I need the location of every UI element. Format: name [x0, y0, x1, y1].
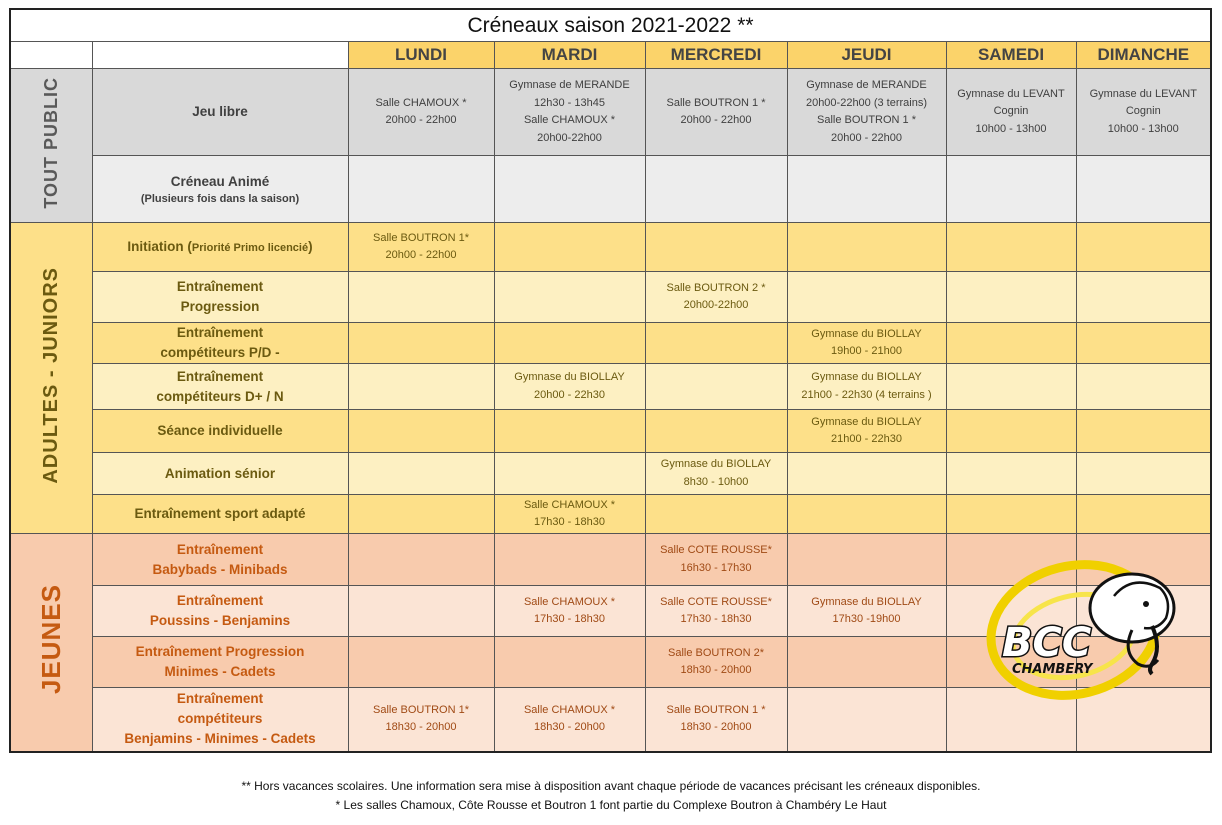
row-label-text: Entraînement [176, 691, 264, 707]
slot-lundi [348, 223, 494, 272]
slot-lundi [348, 534, 494, 586]
footer-note-holidays: ** Hors vacances scolaires. Une information sera mise à disposition avant chaque période de vacances précisant les créneaux disponibles. [241, 779, 981, 793]
logo-chambery-text: CHAMBERY [1012, 662, 1093, 677]
row-label [92, 364, 348, 410]
slot-dimanche [1076, 272, 1211, 323]
slot-line: Salle BOUTRON 2* [668, 646, 764, 659]
row-label [92, 223, 348, 272]
row-label [92, 586, 348, 637]
slot-line: 18h30 - 20h00 [385, 721, 457, 734]
row-label-text: Entraînement [176, 593, 264, 608]
slot-jeudi [787, 410, 946, 453]
row-sublabel: (Plusieurs fois dans la saison) [140, 193, 300, 205]
row-label [92, 272, 348, 323]
slot-line: Gymnase du BIOLLAY [811, 415, 922, 428]
row-label-line2: Babybads - Minibads [152, 561, 288, 577]
row-label-text: Créneau Animé [170, 174, 270, 189]
row-label [92, 534, 348, 586]
slot-line: Cognin [993, 105, 1029, 118]
table-row [10, 223, 1211, 272]
slot-line: 20h00-22h00 (3 terrains) [805, 96, 928, 109]
slot-mercredi [645, 364, 787, 410]
slot-jeudi [787, 453, 946, 495]
slot-line: Cognin [1125, 105, 1161, 118]
slot-line: 21h00 - 22h30 (4 terrains ) [801, 388, 932, 401]
slot-mardi [494, 223, 645, 272]
slot-mardi [494, 410, 645, 453]
slot-line: Salle BOUTRON 2 * [666, 281, 766, 294]
slot-samedi [946, 223, 1076, 272]
slot-line: Salle CHAMOUX * [523, 595, 616, 608]
slot-samedi [946, 272, 1076, 323]
logo-bcc-text: BCC [1002, 620, 1092, 666]
bcc-chambery-logo [982, 556, 1182, 708]
slot-lundi [348, 495, 494, 534]
slot-dimanche [1076, 323, 1211, 364]
slot-dimanche [1076, 364, 1211, 410]
slot-jeudi [787, 69, 946, 156]
slot-mardi [494, 323, 645, 364]
slot-lundi [348, 272, 494, 323]
table-row [10, 453, 1211, 495]
slot-samedi [946, 323, 1076, 364]
section-jeunes [10, 534, 92, 752]
slot-samedi [946, 69, 1076, 156]
row-label-text: Entraînement [176, 541, 264, 557]
slot-line: 20h00-22h00 [683, 299, 749, 311]
slot-line: Salle BOUTRON 1* [373, 703, 469, 716]
slot-line: Salle CHAMOUX * [523, 703, 616, 716]
slot-line: Salle CHAMOUX * [523, 498, 616, 511]
table-row [10, 69, 1211, 156]
slot-lundi [348, 586, 494, 637]
day-header-row [10, 42, 1211, 69]
slot-line: Gymnase du BIOLLAY [811, 595, 922, 608]
slot-samedi [946, 364, 1076, 410]
slot-mercredi [645, 586, 787, 637]
slot-lundi [348, 410, 494, 453]
slot-dimanche [1076, 69, 1211, 156]
row-label [92, 495, 348, 534]
slot-samedi [946, 156, 1076, 223]
slot-line: 10h00 - 13h00 [1107, 122, 1179, 135]
row-label [92, 637, 348, 688]
slot-mercredi [645, 410, 787, 453]
slot-line: 20h00 - 22h00 [831, 131, 902, 144]
slot-line: Gymnase du BIOLLAY [660, 458, 772, 470]
slot-mardi [494, 156, 645, 223]
slot-line: 16h30 - 17h30 [680, 561, 752, 574]
slot-line: 12h30 - 13h45 [534, 96, 605, 109]
row-label [92, 156, 348, 223]
page-title: Créneaux saison 2021-2022 ** [10, 9, 1211, 42]
slot-mardi [494, 453, 645, 495]
row-label-text: Séance individuelle [157, 423, 283, 438]
slot-line: Salle BOUTRON 1* [373, 231, 469, 244]
slot-jeudi [787, 323, 946, 364]
row-label-text: Initiation ( [127, 238, 192, 254]
slot-line: 20h00-22h00 [537, 131, 602, 144]
row-label [92, 410, 348, 453]
slot-lundi [348, 637, 494, 688]
slot-line: Salle COTE ROUSSE* [660, 544, 772, 556]
row-label-line2: compétiteurs P/D - [160, 345, 280, 360]
slot-line: 20h00 - 22h00 [385, 114, 457, 126]
day-header-dimanche: DIMANCHE [1076, 42, 1211, 69]
slot-mercredi [645, 223, 787, 272]
slot-line: Gymnase du BIOLLAY [811, 371, 922, 383]
row-label-line2: Progression [180, 299, 260, 314]
slot-jeudi [787, 495, 946, 534]
slot-line: 17h30 - 18h30 [534, 516, 605, 528]
slot-line: 17h30 - 18h30 [680, 613, 752, 625]
slot-mardi [494, 534, 645, 586]
row-label-line2: Minimes - Cadets [164, 664, 276, 679]
slot-samedi [946, 453, 1076, 495]
day-header-lundi: LUNDI [348, 42, 494, 69]
table-row [10, 323, 1211, 364]
slot-dimanche [1076, 223, 1211, 272]
corner-blank [10, 42, 92, 69]
slot-dimanche [1076, 410, 1211, 453]
slot-mercredi [645, 69, 787, 156]
slot-mercredi [645, 495, 787, 534]
row-label-text: Entraînement sport adapté [134, 506, 306, 521]
slot-samedi [946, 410, 1076, 453]
slot-line: 17h30 - 18h30 [534, 613, 605, 625]
slot-line: Salle COTE ROUSSE* [660, 595, 772, 608]
section-tout-public [10, 69, 92, 223]
slot-line: 17h30 -19h00 [832, 613, 901, 625]
slot-dimanche [1076, 453, 1211, 495]
slot-mercredi [645, 637, 787, 688]
slot-dimanche [1076, 156, 1211, 223]
day-header-samedi: SAMEDI [946, 42, 1076, 69]
mammoth-icon [1090, 574, 1174, 674]
slot-line: Gymnase du BIOLLAY [811, 327, 922, 340]
slot-line: Salle BOUTRON 1 * [666, 703, 766, 716]
slot-dimanche [1076, 495, 1211, 534]
slot-mardi [494, 495, 645, 534]
slot-line: 18h30 - 20h00 [680, 664, 752, 676]
row-label-text: Entraînement [176, 368, 264, 384]
section-label: TOUT PUBLIC [40, 77, 61, 209]
slot-jeudi [787, 364, 946, 410]
slot-line: 20h00 - 22h00 [385, 249, 457, 261]
table-row [10, 156, 1211, 223]
row-label-line2: Poussins - Benjamins [149, 613, 291, 628]
slot-mercredi [645, 156, 787, 223]
slot-line: Gymnase de MERANDE [806, 79, 927, 91]
slot-line: 20h00 - 22h30 [534, 388, 605, 401]
slot-lundi [348, 323, 494, 364]
slot-samedi [946, 495, 1076, 534]
slot-lundi [348, 364, 494, 410]
slot-mercredi [645, 323, 787, 364]
slot-mardi [494, 272, 645, 323]
row-label [92, 453, 348, 495]
slot-jeudi [787, 223, 946, 272]
label-blank [92, 42, 348, 69]
slot-line: Salle BOUTRON 1 * [666, 96, 766, 109]
slot-line: Gymnase de MERANDE [509, 79, 630, 91]
slot-line: Gymnase du BIOLLAY [514, 371, 625, 383]
slot-jeudi [787, 637, 946, 688]
slot-mercredi [645, 272, 787, 323]
section-label: ADULTES - JUNIORS [39, 266, 62, 484]
row-label-text: Entraînement [176, 279, 264, 294]
day-header-jeudi: JEUDI [787, 42, 946, 69]
slot-line: 10h00 - 13h00 [975, 122, 1047, 135]
slot-line: Gymnase du LEVANT [957, 87, 1065, 100]
row-label-text: Entraînement Progression [135, 644, 305, 659]
table-row [10, 495, 1211, 534]
slot-lundi [348, 156, 494, 223]
slot-line: 21h00 - 22h30 [831, 433, 902, 445]
row-label-line2: compétiteurs [177, 711, 263, 727]
slot-line: Salle BOUTRON 1 * [816, 114, 917, 126]
slot-mardi [494, 688, 645, 752]
slot-jeudi [787, 272, 946, 323]
row-label-end: ) [308, 238, 313, 254]
slot-line: 18h30 - 20h00 [534, 721, 605, 734]
slot-mercredi [645, 453, 787, 495]
slot-mercredi [645, 688, 787, 752]
slot-jeudi [787, 534, 946, 586]
table-row [10, 410, 1211, 453]
day-header-mercredi: MERCREDI [645, 42, 787, 69]
row-label [92, 688, 348, 752]
slot-line: Salle CHAMOUX * [523, 114, 616, 126]
day-header-mardi: MARDI [494, 42, 645, 69]
slot-line: Salle CHAMOUX * [375, 96, 467, 109]
slot-jeudi [787, 156, 946, 223]
footer-note-salles: * Les salles Chamoux, Côte Rousse et Boutron 1 font partie du Complexe Boutron à Chambéry Le Haut [335, 798, 887, 812]
table-row [10, 272, 1211, 323]
slot-mardi [494, 586, 645, 637]
section-label: JEUNES [35, 583, 66, 694]
row-label-line2: compétiteurs D+ / N [156, 388, 284, 404]
row-label [92, 69, 348, 156]
row-label-text: Entraînement [176, 325, 264, 340]
slot-mardi [494, 637, 645, 688]
row-label [92, 323, 348, 364]
row-label-text: Animation sénior [164, 465, 276, 481]
slot-line: 18h30 - 20h00 [680, 721, 752, 734]
slot-lundi [348, 453, 494, 495]
section-adultes-juniors [10, 223, 92, 534]
slot-mardi [494, 69, 645, 156]
slot-mercredi [645, 534, 787, 586]
slot-line: 8h30 - 10h00 [683, 475, 749, 488]
slot-lundi [348, 688, 494, 752]
slot-jeudi [787, 586, 946, 637]
slot-line: 19h00 - 21h00 [831, 345, 902, 357]
slot-line: 20h00 - 22h00 [680, 114, 752, 126]
row-label-note: Priorité Primo licencié [191, 241, 309, 254]
slot-line: Gymnase du LEVANT [1089, 87, 1197, 100]
table-row [10, 364, 1211, 410]
slot-lundi [348, 69, 494, 156]
slot-jeudi [787, 688, 946, 752]
row-label-text: Jeu libre [192, 104, 248, 119]
row-label-line3: Benjamins - Minimes - Cadets [124, 731, 316, 747]
slot-mardi [494, 364, 645, 410]
